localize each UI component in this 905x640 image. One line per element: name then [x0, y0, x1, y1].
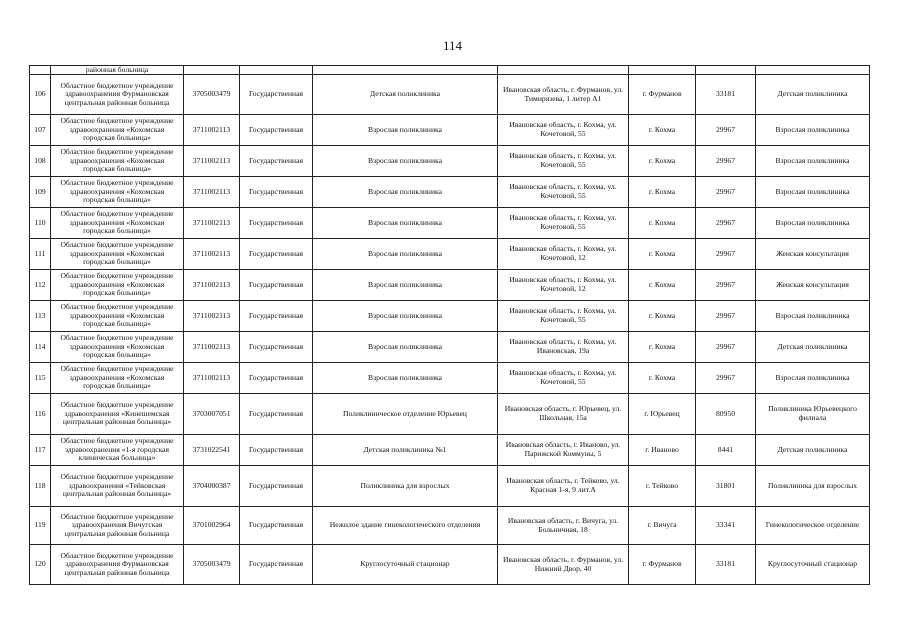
cell-city: г. Кохма: [629, 363, 696, 394]
cell-object-name: Взрослая поликлиника: [313, 146, 498, 177]
cell-object-type: Взрослая поликлиника: [756, 363, 870, 394]
cell-inn: 3711002113: [184, 270, 240, 301]
cell-org-name: Областное бюджетное учреждение здравоохранения «Кохомская городская больница»: [51, 239, 184, 270]
cell-address: Ивановская область, г. Кохма, ул. Кочетовой, 55: [498, 115, 629, 146]
cell-inn: 3703007051: [184, 394, 240, 435]
cell-object-name: Детская поликлиника: [313, 75, 498, 115]
table-row: [30, 545, 870, 585]
table-row: [30, 208, 870, 239]
cell-org-name: Областное бюджетное учреждение здравоохранения Фурмановская центральная районная больница: [51, 545, 184, 585]
cell-org-name: Областное бюджетное учреждение здравоохранения Фурмановская центральная районная больница: [51, 75, 184, 115]
cell-city: г. Кохма: [629, 115, 696, 146]
cell-ownership: Государственная: [240, 394, 313, 435]
cell-no: 108: [30, 146, 51, 177]
cell-no: 116: [30, 394, 51, 435]
cell-city: г. Кохма: [629, 177, 696, 208]
cell-object-type: Детская поликлиника: [756, 75, 870, 115]
cell-code: 29967: [696, 301, 756, 332]
cell-address: Ивановская область, г. Кохма, ул. Кочетовой, 55: [498, 177, 629, 208]
cell-object-type: Взрослая поликлиника: [756, 115, 870, 146]
cell-city: г. Кохма: [629, 301, 696, 332]
cell-address: Ивановская область, г. Кохма, ул. Кочетовой, 12: [498, 239, 629, 270]
cell-inn: 3731022541: [184, 435, 240, 466]
cell-code: 29967: [696, 115, 756, 146]
cell-no: 109: [30, 177, 51, 208]
cell-no: 115: [30, 363, 51, 394]
cell-no: 120: [30, 545, 51, 585]
cell-ownership: Государственная: [240, 545, 313, 585]
cell-no: 111: [30, 239, 51, 270]
cell-code: 33341: [696, 507, 756, 545]
cell-address: Ивановская область, г. Кохма, ул. Кочетовой, 55: [498, 301, 629, 332]
cell-org-name: Областное бюджетное учреждение здравоохранения «Кохомская городская больница»: [51, 332, 184, 363]
table-row: [30, 115, 870, 146]
cell-code: 33181: [696, 75, 756, 115]
cell-org-name: районная больница: [51, 66, 184, 75]
table-row: [30, 270, 870, 301]
cell-city: г. Фурманов: [629, 545, 696, 585]
cell-inn: 3711002113: [184, 115, 240, 146]
cell-object-name: Взрослая поликлиника: [313, 301, 498, 332]
cell-code: 29967: [696, 177, 756, 208]
cell-ownership: Государственная: [240, 146, 313, 177]
cell-object-name: Взрослая поликлиника: [313, 115, 498, 146]
cell-address: Ивановская область, г. Кохма, ул. Кочетовой, 55: [498, 146, 629, 177]
cell-city: г. Фурманов: [629, 75, 696, 115]
cell-object-name: Взрослая поликлиника: [313, 177, 498, 208]
cell-object-name: Нежилое здание гинекологического отделения: [313, 507, 498, 545]
table-row: [30, 301, 870, 332]
table-body: [30, 66, 870, 585]
cell-no: 106: [30, 75, 51, 115]
cell-no: 117: [30, 435, 51, 466]
cell-object-name: Взрослая поликлиника: [313, 363, 498, 394]
cell-org-name: Областное бюджетное учреждение здравоохранения «Кохомская городская больница»: [51, 115, 184, 146]
cell-ownership: Государственная: [240, 239, 313, 270]
cell-ownership: Государственная: [240, 301, 313, 332]
cell-inn: 3711002113: [184, 363, 240, 394]
cell-no: 110: [30, 208, 51, 239]
table-row: [30, 507, 870, 545]
cell-object-name: Поликлиника для взрослых: [313, 466, 498, 507]
cell-ownership: Государственная: [240, 270, 313, 301]
cell-address: Ивановская область, г. Тейково, ул. Красная 1-я, 9 лит.А: [498, 466, 629, 507]
cell-city: г. Кохма: [629, 208, 696, 239]
cell-code: 31801: [696, 466, 756, 507]
cell-address: Ивановская область, г. Фурманов, ул. Нижний Двор, 40: [498, 545, 629, 585]
cell-city: г. Юрьевец: [629, 394, 696, 435]
cell-code: 29967: [696, 208, 756, 239]
cell-ownership: Государственная: [240, 363, 313, 394]
cell-address: Ивановская область, г. Кохма, ул. Кочетовой, 55: [498, 363, 629, 394]
cell-inn: 3711002113: [184, 208, 240, 239]
cell-no: 118: [30, 466, 51, 507]
cell-city: г. Кохма: [629, 270, 696, 301]
page-number: 114: [442, 38, 463, 53]
cell-org-name: Областное бюджетное учреждение здравоохранения «Кохомская городская больница»: [51, 208, 184, 239]
cell-org-name: Областное бюджетное учреждение здравоохранения Вичугская центральная районная больница: [51, 507, 184, 545]
cell-address: Ивановская область, г. Кохма, ул. Кочетовой, 12: [498, 270, 629, 301]
cell-address: Ивановская область, г. Вичуга, ул. Больничная, 18: [498, 507, 629, 545]
cell-no: 119: [30, 507, 51, 545]
cell-no: 113: [30, 301, 51, 332]
cell-inn: 3705003479: [184, 75, 240, 115]
cell-object-type: Женская консультация: [756, 270, 870, 301]
table-row: [30, 75, 870, 115]
cell-org-name: Областное бюджетное учреждение здравоохранения «Кохомская городская больница»: [51, 301, 184, 332]
cell-address: Ивановская область, г. Кохма, ул. Ивановская, 19а: [498, 332, 629, 363]
cell-object-type: Круглосуточный стационар: [756, 545, 870, 585]
cell-code: 8441: [696, 435, 756, 466]
cell-inn: 3705003479: [184, 545, 240, 585]
cell-ownership: Государственная: [240, 208, 313, 239]
cell-inn: 3704000387: [184, 466, 240, 507]
cell-address: Ивановская область, г. Юрьевец, ул. Школьная, 15а: [498, 394, 629, 435]
cell-org-name: Областное бюджетное учреждение здравоохранения «Кинешемская центральная районная больница»: [51, 394, 184, 435]
cell-city: г. Тейково: [629, 466, 696, 507]
cell-ownership: Государственная: [240, 435, 313, 466]
cell-city: г. Кохма: [629, 146, 696, 177]
cell-inn: 3701002964: [184, 507, 240, 545]
cell-object-type: Детская поликлиника: [756, 332, 870, 363]
cell-object-type: Детская поликлиника: [756, 435, 870, 466]
cell-object-name: Круглосуточный стационар: [313, 545, 498, 585]
cell-no: 107: [30, 115, 51, 146]
cell-ownership: Государственная: [240, 507, 313, 545]
cell-city: г. Кохма: [629, 332, 696, 363]
cell-object-name: Поликлиническое отделение Юрьевец: [313, 394, 498, 435]
cell-org-name: Областное бюджетное учреждение здравоохранения «1-я городская клиническая больница»: [51, 435, 184, 466]
cell-org-name: Областное бюджетное учреждение здравоохранения «Кохомская городская больница»: [51, 177, 184, 208]
cell-code: 33181: [696, 545, 756, 585]
cell-ownership: Государственная: [240, 466, 313, 507]
table-row: [30, 363, 870, 394]
cell-address: Ивановская область, г. Фурманов, ул. Тимирязева, 1 литер А1: [498, 75, 629, 115]
table-row: [30, 435, 870, 466]
cell-city: г. Вичуга: [629, 507, 696, 545]
cell-ownership: Государственная: [240, 75, 313, 115]
table-row: [30, 332, 870, 363]
cell-object-name: Взрослая поликлиника: [313, 270, 498, 301]
cell-address: Ивановская область, г. Иваново, ул. Парижской Коммуны, 5: [498, 435, 629, 466]
cell-inn: 3711002113: [184, 332, 240, 363]
cell-no: 112: [30, 270, 51, 301]
cell-org-name: Областное бюджетное учреждение здравоохранения «Кохомская городская больница»: [51, 146, 184, 177]
cell-object-type: Взрослая поликлиника: [756, 208, 870, 239]
cell-inn: 3711002113: [184, 146, 240, 177]
cell-object-name: Взрослая поликлиника: [313, 239, 498, 270]
cell-ownership: Государственная: [240, 115, 313, 146]
cell-address: Ивановская область, г. Кохма, ул. Кочетовой, 55: [498, 208, 629, 239]
table-row-continued: [30, 66, 870, 75]
cell-org-name: Областное бюджетное учреждение здравоохранения «Кохомская городская больница»: [51, 270, 184, 301]
cell-object-type: Гинекологическое отделение: [756, 507, 870, 545]
cell-ownership: Государственная: [240, 332, 313, 363]
cell-object-name: Взрослая поликлиника: [313, 332, 498, 363]
table-row: [30, 146, 870, 177]
registry-table: [29, 65, 870, 585]
cell-object-name: Детская поликлиника №1: [313, 435, 498, 466]
cell-object-type: Поликлиника Юрьевецкого филиала: [756, 394, 870, 435]
cell-object-name: Взрослая поликлиника: [313, 208, 498, 239]
cell-ownership: Государственная: [240, 177, 313, 208]
table-row: [30, 239, 870, 270]
cell-inn: 3711002113: [184, 301, 240, 332]
cell-code: 29967: [696, 332, 756, 363]
cell-object-type: Поликлиника для взрослых: [756, 466, 870, 507]
cell-code: 29967: [696, 363, 756, 394]
table-row: [30, 394, 870, 435]
table-row: [30, 177, 870, 208]
cell-object-type: Взрослая поликлиника: [756, 146, 870, 177]
cell-inn: 3711002113: [184, 177, 240, 208]
cell-no: 114: [30, 332, 51, 363]
cell-code: 80950: [696, 394, 756, 435]
cell-org-name: Областное бюджетное учреждение здравоохранения «Тейковская центральная районная больница»: [51, 466, 184, 507]
cell-code: 29967: [696, 239, 756, 270]
cell-inn: 3711002113: [184, 239, 240, 270]
cell-code: 29967: [696, 146, 756, 177]
cell-city: г. Кохма: [629, 239, 696, 270]
cell-no: [30, 66, 51, 75]
table-row: [30, 466, 870, 507]
cell-code: 29967: [696, 270, 756, 301]
cell-object-type: Взрослая поликлиника: [756, 301, 870, 332]
cell-object-type: Взрослая поликлиника: [756, 177, 870, 208]
cell-object-type: Женская консультация: [756, 239, 870, 270]
cell-city: г. Иваново: [629, 435, 696, 466]
cell-org-name: Областное бюджетное учреждение здравоохранения «Кохомская городская больница»: [51, 363, 184, 394]
